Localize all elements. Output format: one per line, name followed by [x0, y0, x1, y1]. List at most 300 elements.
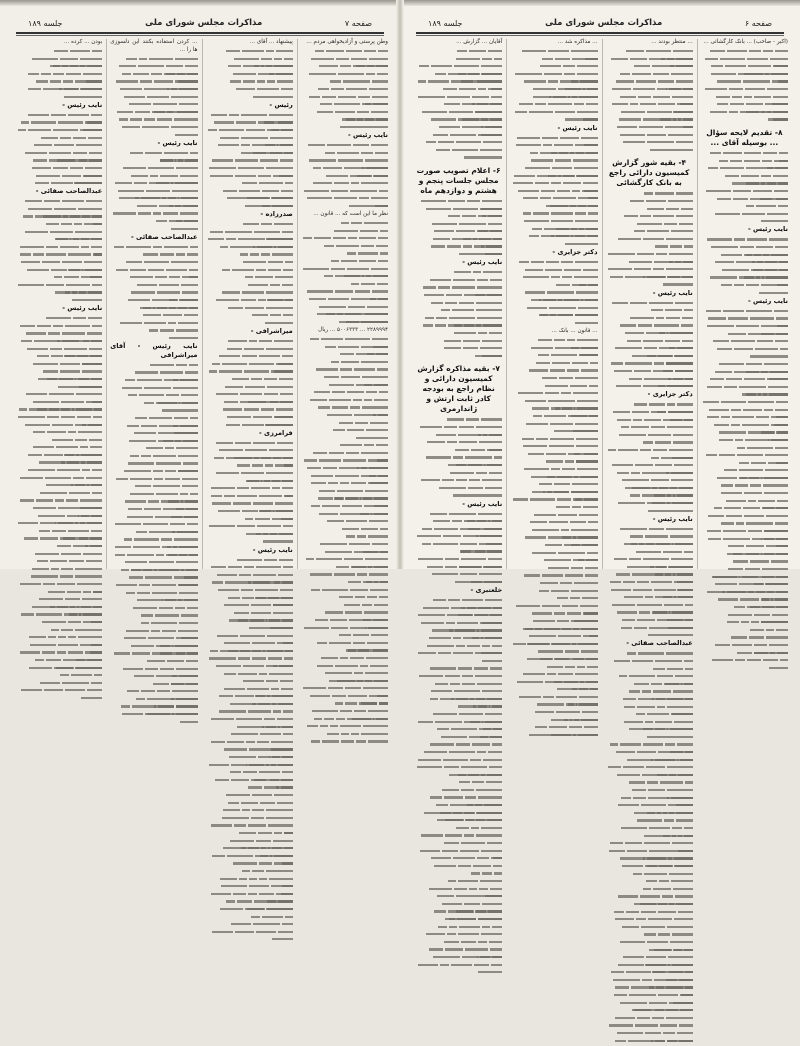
text-line	[15, 71, 102, 79]
text-line	[15, 222, 102, 230]
text-line	[301, 274, 388, 282]
text-line	[415, 338, 502, 346]
paragraph: ... منتظر بودند ...	[651, 39, 693, 45]
text-line	[415, 315, 502, 323]
text-line	[415, 214, 502, 222]
text-line	[206, 252, 293, 260]
text-line	[206, 656, 293, 664]
text-line	[206, 899, 293, 907]
text-line	[415, 803, 502, 811]
speaker-paragraph	[206, 430, 293, 439]
text-line	[701, 377, 788, 385]
text-line	[206, 237, 293, 245]
text-line	[606, 229, 693, 237]
text-line	[510, 527, 597, 535]
text-line	[510, 717, 597, 725]
text-line	[510, 320, 597, 328]
text-line	[15, 87, 102, 95]
speaker-paragraph	[415, 259, 502, 268]
text-line	[110, 423, 197, 431]
text-line	[15, 604, 102, 612]
speaker-name: نایب رئیس -	[252, 545, 293, 554]
text-line	[110, 203, 197, 211]
text-line	[606, 369, 693, 377]
text-line	[701, 252, 788, 260]
text-line	[110, 400, 197, 408]
text-line	[510, 619, 597, 627]
text-line	[701, 483, 788, 491]
text-line	[15, 199, 102, 207]
text-line	[206, 384, 293, 392]
text-line	[606, 625, 693, 633]
text-line	[15, 673, 102, 681]
text-line	[510, 71, 597, 79]
text-line	[206, 143, 293, 151]
text-line	[110, 56, 197, 64]
text-line	[15, 680, 102, 688]
text-line	[415, 425, 502, 433]
text-line	[206, 260, 293, 268]
text-line	[606, 651, 693, 659]
text-line	[206, 361, 293, 369]
text-line	[110, 484, 197, 492]
text-line	[701, 422, 788, 430]
text-line	[206, 448, 293, 456]
text-line	[206, 861, 293, 869]
text-line	[301, 511, 388, 519]
text-line	[701, 513, 788, 521]
text-line	[606, 848, 693, 856]
text-line	[206, 603, 293, 611]
header-rule	[16, 32, 384, 34]
text-line	[206, 455, 293, 463]
text-line	[701, 275, 788, 283]
text-line	[701, 339, 788, 347]
text-line	[110, 393, 197, 401]
text-line	[301, 143, 388, 151]
text-line	[701, 384, 788, 392]
paragraph: (اکبر - صاحب) ... بانک کارگشائی ...	[703, 39, 788, 45]
text-line	[110, 211, 197, 219]
text-line	[15, 64, 102, 72]
text-line	[301, 572, 388, 580]
text-line	[510, 414, 597, 422]
text-line	[110, 712, 197, 720]
text-line	[301, 671, 388, 679]
text-line	[510, 444, 597, 452]
text-line	[415, 244, 502, 252]
text-line	[301, 481, 388, 489]
speaker-name: نایب رئیس -	[462, 258, 503, 267]
text-line	[606, 788, 693, 796]
text-line	[701, 260, 788, 268]
text-line	[301, 94, 388, 102]
speaker-name: نایب رئیس -	[62, 100, 103, 109]
text-line	[606, 742, 693, 750]
text-line	[415, 206, 502, 214]
text-line	[415, 511, 502, 519]
text-line	[510, 459, 597, 467]
text-line	[15, 475, 102, 483]
text-line	[606, 902, 693, 910]
text-line	[606, 214, 693, 222]
text-line	[110, 173, 197, 181]
text-line	[15, 658, 102, 666]
text-line	[15, 150, 102, 158]
text-line	[15, 369, 102, 377]
text-line	[206, 664, 293, 672]
text-line	[606, 833, 693, 841]
text-line	[110, 651, 197, 659]
text-line	[110, 408, 197, 416]
text-line	[701, 498, 788, 506]
text-line	[701, 211, 788, 219]
text-line	[206, 800, 293, 808]
speaker-name: نایب رئیس - آقای میراشرافی	[110, 342, 198, 359]
speaker-paragraph	[701, 226, 788, 235]
text-line	[301, 542, 388, 550]
text-line	[301, 564, 388, 572]
text-line	[606, 894, 693, 902]
text-line	[110, 181, 197, 189]
text-line	[415, 879, 502, 887]
text-line	[415, 757, 502, 765]
text-line	[301, 678, 388, 686]
text-line	[606, 493, 693, 501]
text-line	[110, 689, 197, 697]
speaker-paragraph	[110, 140, 197, 149]
text-line	[415, 620, 502, 628]
text-line	[301, 188, 388, 196]
text-line	[606, 323, 693, 331]
text-line	[415, 125, 502, 133]
text-line	[110, 196, 197, 204]
text-line	[606, 236, 693, 244]
text-line	[510, 203, 597, 211]
text-line	[415, 417, 502, 425]
text-line	[510, 188, 597, 196]
text-line	[606, 818, 693, 826]
text-line	[510, 196, 597, 204]
text-line	[415, 833, 502, 841]
text-line	[301, 56, 388, 64]
text-line	[415, 643, 502, 651]
text-line	[701, 407, 788, 415]
text-line	[606, 826, 693, 834]
text-line	[110, 298, 197, 306]
text-line	[15, 392, 102, 400]
text-line	[15, 56, 102, 64]
text-line	[510, 166, 597, 174]
text-line	[415, 795, 502, 803]
text-line	[701, 346, 788, 354]
text-line	[701, 181, 788, 189]
text-line	[110, 696, 197, 704]
text-line	[110, 79, 197, 87]
text-line	[701, 597, 788, 605]
text-line	[606, 940, 693, 948]
text-line	[606, 681, 693, 689]
speaker-paragraph	[606, 640, 693, 649]
text-line	[206, 793, 293, 801]
text-line	[606, 909, 693, 917]
text-line	[301, 557, 388, 565]
speaker-paragraph	[206, 102, 293, 111]
text-line	[701, 529, 788, 537]
page-header-left	[8, 8, 392, 30]
text-line	[606, 618, 693, 626]
text-line	[301, 102, 388, 110]
speaker-paragraph	[301, 132, 388, 141]
text-line	[206, 633, 293, 641]
text-line	[301, 203, 388, 211]
text-line	[415, 572, 502, 580]
text-line	[301, 259, 388, 267]
text-line	[301, 701, 388, 709]
text-line	[110, 385, 197, 393]
text-line	[15, 158, 102, 166]
text-line	[301, 181, 388, 189]
text-line	[701, 308, 788, 316]
text-line	[510, 710, 597, 718]
text-line	[110, 158, 197, 166]
text-line	[206, 222, 293, 230]
text-line	[606, 87, 693, 95]
text-line	[206, 732, 293, 740]
text-line	[110, 636, 197, 644]
paragraph: ۲۲۸۹۹۹۴ ... ۵۰۰۶۳۳۳ ... ریال	[318, 326, 388, 333]
text-line	[701, 109, 788, 117]
speaker-name: خلعتبری -	[470, 586, 503, 595]
text-line	[15, 452, 102, 460]
text-line	[701, 151, 788, 159]
text-line	[606, 580, 693, 588]
text-line	[510, 535, 597, 543]
text-line	[701, 204, 788, 212]
text-line	[110, 431, 197, 439]
text-line	[510, 181, 597, 189]
text-line	[206, 377, 293, 385]
text-line	[606, 346, 693, 354]
page-number: صفحه ۷	[344, 18, 372, 28]
text-line	[510, 543, 597, 551]
text-line	[301, 663, 388, 671]
text-line	[301, 251, 388, 259]
speaker-name: صدرزاده -	[260, 210, 293, 219]
text-line	[206, 501, 293, 509]
text-column	[297, 39, 388, 569]
text-line	[415, 221, 502, 229]
text-line	[15, 346, 102, 354]
speaker-paragraph	[415, 501, 502, 510]
text-line	[510, 611, 597, 619]
text-line	[301, 359, 388, 367]
paragraph: ... مذاکره شد ...	[557, 39, 598, 45]
text-line	[701, 475, 788, 483]
speaker-name: عبدالصاحب صفائی -	[35, 187, 103, 196]
text-line	[510, 664, 597, 672]
text-line	[415, 346, 502, 354]
text-column	[202, 39, 293, 569]
text-line	[606, 955, 693, 963]
text-line	[15, 430, 102, 438]
text-line	[206, 709, 293, 717]
text-line	[415, 917, 502, 925]
text-line	[415, 541, 502, 549]
text-line	[206, 618, 293, 626]
text-line	[301, 79, 388, 87]
text-line	[606, 810, 693, 818]
text-line	[15, 214, 102, 222]
text-line	[15, 282, 102, 290]
text-line	[415, 681, 502, 689]
text-line	[415, 463, 502, 471]
text-line	[701, 79, 788, 87]
text-line	[606, 308, 693, 316]
text-line	[15, 437, 102, 445]
text-line	[606, 970, 693, 978]
text-line	[15, 206, 102, 214]
text-line	[415, 886, 502, 894]
text-line	[415, 924, 502, 932]
text-line	[606, 557, 693, 565]
text-line	[415, 598, 502, 606]
text-line	[415, 696, 502, 704]
text-line	[510, 581, 597, 589]
text-line	[206, 282, 293, 290]
text-line	[110, 166, 197, 174]
speaker-name: دکتر جزایری -	[647, 390, 693, 399]
text-line	[110, 290, 197, 298]
text-line	[606, 1038, 693, 1046]
speaker-name: نایب رئیس -	[747, 225, 788, 234]
text-line	[415, 939, 502, 947]
text-line	[510, 49, 597, 57]
text-line	[301, 435, 388, 443]
text-line	[15, 551, 102, 559]
text-line	[606, 109, 693, 117]
text-line	[415, 519, 502, 527]
text-line	[415, 765, 502, 773]
section-heading: ۸- تقدیم لایحه سؤال ... بوسیله آقای ...	[706, 127, 783, 147]
text-line	[606, 147, 693, 155]
speaker-paragraph	[15, 305, 102, 314]
text-line	[510, 641, 597, 649]
text-line	[15, 260, 102, 268]
speaker-paragraph	[15, 102, 102, 111]
text-line	[301, 473, 388, 481]
text-line	[606, 102, 693, 110]
speaker-paragraph	[110, 234, 197, 243]
text-line	[15, 384, 102, 392]
text-line	[415, 863, 502, 871]
text-line	[206, 884, 293, 892]
speaker-paragraph	[510, 125, 597, 134]
text-line	[510, 313, 597, 321]
speaker-name: عبدالصاحب صفائی -	[130, 232, 198, 241]
text-line	[301, 693, 388, 701]
text-line	[415, 64, 502, 72]
text-line	[301, 504, 388, 512]
text-line	[415, 557, 502, 565]
section-heading: ۶- اعلام تصویب صورت مجلس جلسات پنجم و هشتم و دوازدهم ماه	[416, 165, 501, 195]
text-line	[301, 228, 388, 236]
text-line	[110, 71, 197, 79]
text-line	[206, 815, 293, 823]
text-line	[510, 383, 597, 391]
text-line	[110, 416, 197, 424]
speaker-name: نایب رئیس -	[347, 131, 388, 140]
text-line	[110, 621, 197, 629]
text-line	[510, 275, 597, 283]
text-line	[301, 221, 388, 229]
text-line	[15, 528, 102, 536]
text-line	[415, 856, 502, 864]
text-line	[510, 353, 597, 361]
text-line	[606, 206, 693, 214]
text-line	[701, 94, 788, 102]
text-line	[206, 486, 293, 494]
text-line	[15, 521, 102, 529]
columns-right	[408, 39, 792, 648]
text-line	[510, 56, 597, 64]
text-line	[701, 369, 788, 377]
text-line	[301, 519, 388, 527]
text-line	[606, 361, 693, 369]
text-line	[301, 266, 388, 274]
text-line	[606, 924, 693, 932]
text-line	[206, 572, 293, 580]
text-line	[301, 297, 388, 305]
text-line	[15, 468, 102, 476]
text-line	[701, 324, 788, 332]
text-line	[206, 369, 293, 377]
header-rule	[416, 32, 784, 34]
text-line	[606, 932, 693, 940]
text-line	[206, 64, 293, 72]
text-line	[301, 420, 388, 428]
text-line	[110, 499, 197, 507]
text-line	[206, 244, 293, 252]
text-line	[15, 49, 102, 57]
text-line	[110, 244, 197, 252]
text-line	[510, 573, 597, 581]
text-line	[206, 701, 293, 709]
section-heading: ۷- بقیه مذاکره گزارش کمیسیون دارائی و نظام راجع به بودجه کادر ثابت ارتش و ژاندارمری	[417, 363, 500, 413]
page-header-right	[408, 8, 792, 30]
text-line	[206, 610, 293, 618]
text-line	[206, 79, 293, 87]
text-line	[15, 422, 102, 430]
text-line	[415, 147, 502, 155]
text-column	[412, 39, 503, 595]
text-line	[510, 596, 597, 604]
text-line	[606, 750, 693, 758]
text-line	[301, 428, 388, 436]
text-line	[110, 313, 197, 321]
text-line	[110, 150, 197, 158]
text-line	[510, 565, 597, 573]
text-line	[415, 727, 502, 735]
page-title: مذاکرات مجلس شورای ملی	[545, 18, 663, 28]
text-line	[15, 143, 102, 151]
text-line	[606, 353, 693, 361]
text-line	[110, 529, 197, 537]
text-line	[606, 610, 693, 618]
text-line	[415, 270, 502, 278]
text-line	[206, 346, 293, 354]
text-line	[110, 188, 197, 196]
